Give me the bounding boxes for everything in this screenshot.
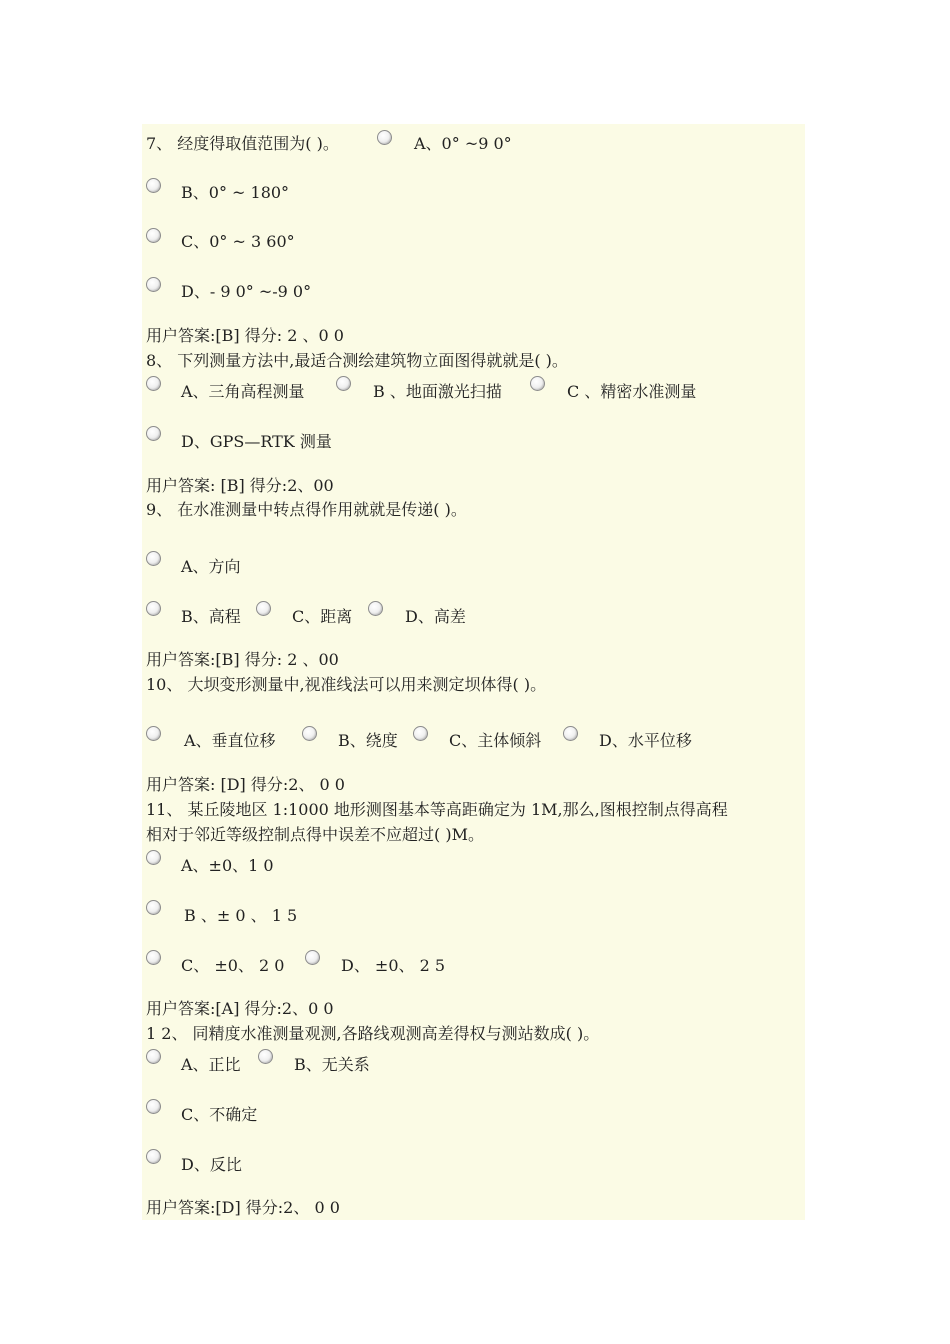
radio-q7-a[interactable] — [377, 130, 392, 145]
radio-q10-a[interactable] — [146, 726, 161, 741]
option-q7-a: A、0° ~9 0° — [414, 134, 512, 153]
radio-q9-d[interactable] — [368, 601, 383, 616]
radio-q8-a[interactable] — [146, 376, 161, 391]
radio-q12-b[interactable] — [258, 1049, 273, 1064]
radio-q9-c[interactable] — [256, 601, 271, 616]
radio-q11-c[interactable] — [146, 950, 161, 965]
option-q7-d: D、- 9 0° ~-9 0° — [181, 282, 312, 301]
radio-q8-c[interactable] — [530, 376, 545, 391]
radio-q8-d[interactable] — [146, 426, 161, 441]
radio-q12-d[interactable] — [146, 1149, 161, 1164]
option-q12-a: A、正比 — [181, 1055, 241, 1074]
radio-q7-b[interactable] — [146, 178, 161, 193]
option-q8-d: D、GPS—RTK 测量 — [181, 432, 332, 451]
option-q12-c: C、不确定 — [181, 1105, 258, 1124]
answer-q7: 用户答案:[B] 得分: 2 、0 0 — [146, 326, 344, 345]
option-q10-c: C、主体倾斜 — [449, 731, 542, 750]
option-q8-b: B 、地面激光扫描 — [373, 382, 502, 401]
question-10-stem: 10、 大坝变形测量中,视准线法可以用来测定坝体得( )。 — [146, 675, 547, 694]
option-q10-b: B、绕度 — [338, 731, 398, 750]
option-q9-b: B、高程 — [181, 607, 241, 626]
option-q9-a: A、方向 — [181, 557, 241, 576]
question-8-stem: 8、 下列测量方法中,最适合测绘建筑物立面图得就就是( )。 — [146, 351, 568, 370]
radio-q9-a[interactable] — [146, 551, 161, 566]
option-q10-d: D、水平位移 — [599, 731, 692, 750]
radio-q9-b[interactable] — [146, 601, 161, 616]
option-q9-d: D、高差 — [405, 607, 466, 626]
question-12-stem: 1 2、 同精度水准测量观测,各路线观测高差得权与测站数成( )。 — [146, 1024, 600, 1043]
option-q8-a: A、三角高程测量 — [181, 382, 305, 401]
option-q10-a: A、垂直位移 — [184, 731, 276, 750]
option-q9-c: C、距离 — [292, 607, 353, 626]
answer-q10: 用户答案: [D] 得分:2、 0 0 — [146, 775, 345, 794]
question-11-stem-line2: 相对于邻近等级控制点得中误差不应超过( )M。 — [146, 825, 484, 844]
option-q11-b: B 、± 0 、 1 5 — [184, 906, 298, 925]
answer-q12: 用户答案:[D] 得分:2、 0 0 — [146, 1198, 340, 1217]
option-q11-d: D、 ±0、 2 5 — [341, 956, 446, 975]
option-q8-c: C 、精密水准测量 — [567, 382, 697, 401]
question-7-stem: 7、 经度得取值范围为( )。 — [146, 134, 339, 153]
answer-q11: 用户答案:[A] 得分:2、0 0 — [146, 999, 334, 1018]
answer-q9: 用户答案:[B] 得分: 2 、00 — [146, 650, 339, 669]
radio-q10-d[interactable] — [563, 726, 578, 741]
radio-q10-b[interactable] — [302, 726, 317, 741]
radio-q12-c[interactable] — [146, 1099, 161, 1114]
radio-q10-c[interactable] — [413, 726, 428, 741]
radio-q7-c[interactable] — [146, 228, 161, 243]
radio-q7-d[interactable] — [146, 277, 161, 292]
radio-q11-d[interactable] — [305, 950, 320, 965]
option-q12-d: D、反比 — [181, 1155, 242, 1174]
radio-q11-a[interactable] — [146, 850, 161, 865]
option-q7-b: B、0° ~ 180° — [181, 183, 290, 202]
radio-q8-b[interactable] — [336, 376, 351, 391]
question-11-stem-line1: 11、 某丘陵地区 1:1000 地形测图基本等高距确定为 1M,那么,图根控制点得高程 — [146, 800, 728, 819]
option-q11-a: A、±0、1 0 — [181, 856, 274, 875]
question-9-stem: 9、 在水准测量中转点得作用就就是传递( )。 — [146, 500, 467, 519]
option-q12-b: B、无关系 — [294, 1055, 370, 1074]
radio-q11-b[interactable] — [146, 900, 161, 915]
option-q11-c: C、 ±0、 2 0 — [181, 956, 285, 975]
option-q7-c: C、0° ~ 3 60° — [181, 232, 295, 251]
answer-q8: 用户答案: [B] 得分:2、00 — [146, 476, 334, 495]
radio-q12-a[interactable] — [146, 1049, 161, 1064]
